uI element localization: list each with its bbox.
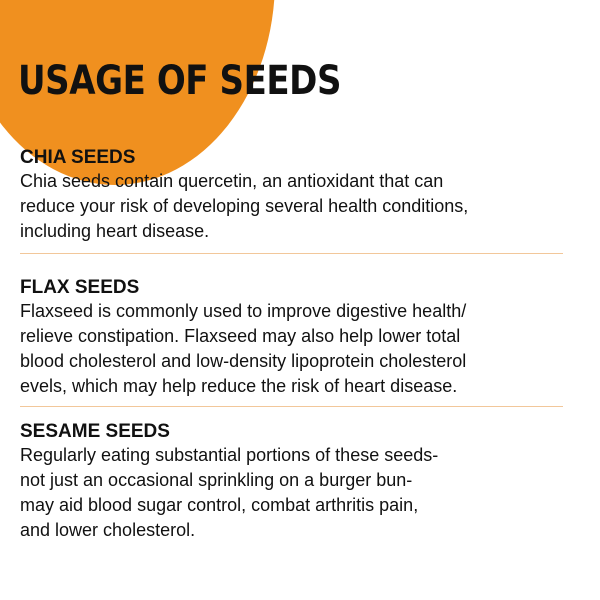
section-sesame-seeds [20,420,580,543]
page-title: USAGE OF SEEDS [18,58,342,104]
section-chia-seeds [20,146,580,244]
section-divider [20,406,563,407]
section-heading-sesame: SESAME SEEDS [20,421,170,442]
section-flax-seeds [20,276,580,399]
section-heading-chia: CHIA SEEDS [20,147,136,168]
section-divider [20,253,563,254]
section-text-sesame: Regularly eating substantial portions of these seeds- not just an occasional sprinkling on a burger bun- may aid blood sugar control, combat arthritis pain, and lower cholesterol. [20,445,439,540]
section-heading-flax: FLAX SEEDS [20,277,140,298]
section-text-chia: Chia seeds contain quercetin, an antioxidant that can reduce your risk of developing several health conditions, including heart disease. [20,171,469,241]
section-text-flax: Flaxseed is commonly used to improve digestive health/ relieve constipation. Flaxseed may also help lower total blood cholesterol and low-density lipoprotein cholesterol evels, which may help reduce the risk of heart disease. [20,301,467,396]
